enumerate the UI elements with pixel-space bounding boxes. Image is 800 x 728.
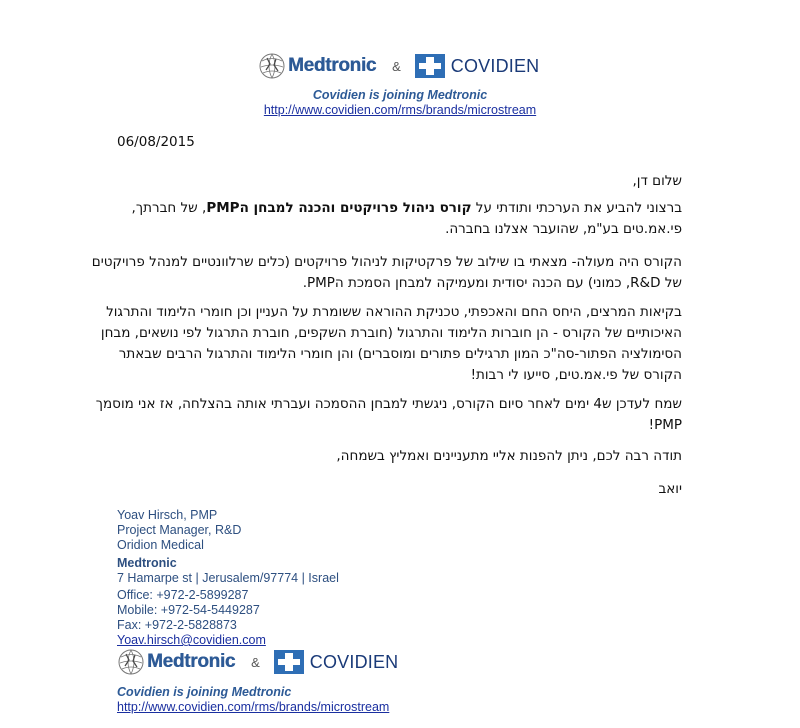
covidien-logo-text: COVIDIEN: [450, 55, 540, 76]
covidien-cross-icon: [415, 54, 445, 78]
letter-paragraph-5: [82, 446, 682, 467]
letter-paragraph-1: [82, 198, 682, 240]
letter-date: 06/08/2015: [117, 134, 195, 150]
ampersand: &: [392, 58, 401, 74]
signature-company-name: Medtronic: [117, 556, 177, 570]
signature-address: 7 Hamarpe st | Jerusalem/97774 | Israel: [117, 571, 339, 585]
signature-name: Yoav Hirsch, PMP: [117, 508, 218, 522]
p2-text: הקורס היה מעולה- מצאתי בו שילוב של פרקטיקות לניהול פרויקטים (כלים שרלוונטיים למנהל פרויקטים של R&D, כמוני) עם הכנה יסודית ומעמיקה למבחן הסמכת הPMP.: [91, 254, 682, 291]
medtronic-logo-text: Medtronic: [147, 651, 236, 672]
letter-paragraph-3: [82, 302, 682, 386]
p5-text: תודה רבה לכם, ניתן להפנות אליי מתעניינים ואמליץ בשמחה,: [336, 448, 682, 464]
header-tagline: Covidien is joining Medtronic: [312, 88, 488, 102]
signature-person: [117, 508, 241, 553]
medtronic-globe-icon: [258, 52, 286, 80]
letter-paragraph-4: [82, 394, 682, 436]
course-name: קורס ניהול פרויקטים והכנה למבחן הPMP: [206, 200, 472, 216]
p1-start: ברצוני להביע את הערכתי ותודתי על: [471, 200, 682, 216]
signature-company: [117, 556, 339, 586]
ampersand: &: [251, 654, 260, 670]
p1-end: , של חברתך, פי.אמ.טים בע"מ, שהועבר אצלנו בחברה.: [131, 200, 682, 237]
signoff-text: יואב: [658, 481, 682, 497]
signature-mobile: Mobile: +972-54-5449287: [117, 603, 260, 617]
footer-tagline: Covidien is joining Medtronic: [117, 685, 292, 699]
p3-text: בקיאות המרצים, היחס החם והאכפתי, טכניקת ההוראה ששומרת על העניין וכן חומרי הלימוד והתרגול האיכותיים של הקורס - הן חוברות הלימוד והתרגול (חוברת השקפים, חוברת התרגול לפי נושאים, מבחן הסימולציה הפתור-סה"כ המון תרגילים פתורים ומוסברים) והן חומרי הלימוד והתרגול הרבים שבאתר הקורס של פי.אמ.טים, סייעו לי רבות!: [100, 304, 682, 383]
letter-paragraph-2: [82, 252, 682, 294]
greeting-text: שלום דן,: [632, 173, 682, 189]
signature-office: Office: +972-2-5899287: [117, 588, 249, 602]
signature-fax: Fax: +972-2-5828873: [117, 618, 237, 632]
letter-signoff: [82, 479, 682, 500]
covidien-logo-text: COVIDIEN: [309, 651, 399, 672]
p4-text: שמח לעדכן ש4 ימים לאחר סיום הקורס, ניגשתי למבחן ההסמכה ועברתי אותה בהצלחה, אז אני מוסמך PMP!: [95, 396, 682, 433]
medtronic-logo-text: Medtronic: [288, 55, 377, 76]
signature-title: Project Manager, R&D: [117, 523, 242, 537]
covidien-cross-icon: [274, 650, 304, 674]
letter-greeting: [82, 171, 682, 192]
header-link[interactable]: http://www.covidien.com/rms/brands/microstream: [263, 103, 537, 117]
signature-contacts: [117, 588, 266, 648]
header-logos: [258, 52, 539, 80]
footer-logos: [117, 648, 398, 676]
signature-org: Oridion Medical: [117, 538, 204, 552]
footer-link[interactable]: http://www.covidien.com/rms/brands/microstream: [117, 700, 390, 714]
signature-email-link[interactable]: Yoav.hirsch@covidien.com: [117, 633, 266, 647]
medtronic-globe-icon: [117, 648, 145, 676]
